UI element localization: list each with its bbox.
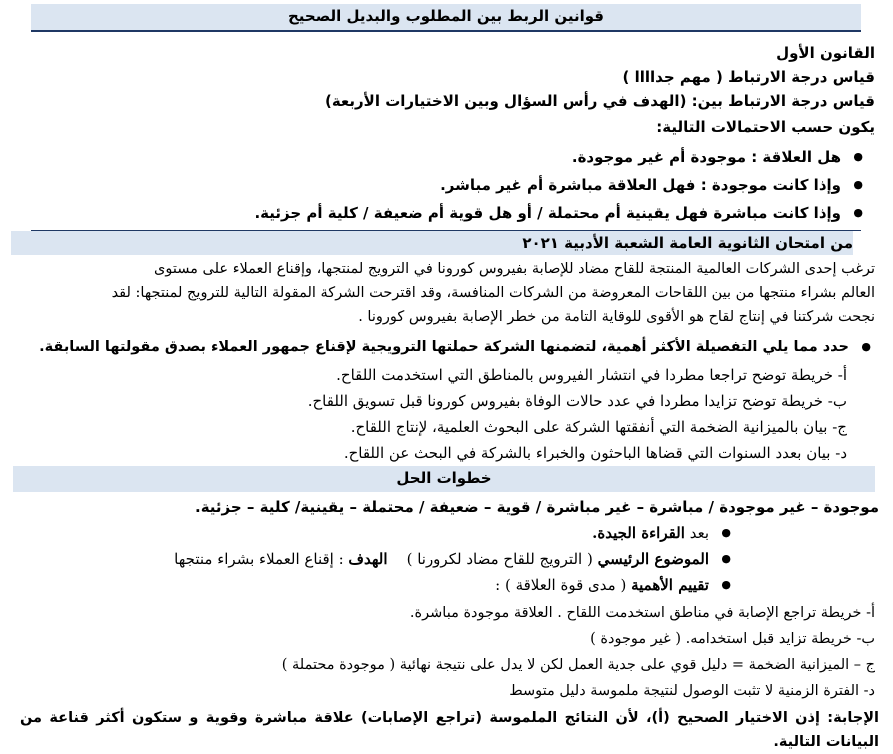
goal-value: : إقناع العملاء بشراء منتجها xyxy=(174,550,344,568)
header-rule xyxy=(31,30,861,32)
topic-value: ( الترويج للقاح مضاد لكرورنا ) xyxy=(406,550,593,568)
solution-band xyxy=(13,466,875,492)
final-answer: الإجابة: إذن الاختيار الصحيح (أ)، لأن النتائج الملموسة (تراجع الإصابات) علاقة مباشرة وقوية و ستكون أكثر قناعة من البيانات التالية. xyxy=(20,710,879,750)
rules-title: قوانين الربط بين المطلوب والبديل الصحيح xyxy=(287,7,605,25)
exam-option: ج- بيان بالميزانية الضخمة التي أنفقتها الشركة على البحوث العلمية، لإنتاج اللقاح. xyxy=(350,418,847,436)
exam-source: من امتحان الثانوية العامة الشعبة الأدبية ٢٠٢١ xyxy=(522,234,853,252)
topic-label: الموضوع الرئيسي xyxy=(597,550,709,568)
rules-header xyxy=(31,4,861,30)
goal-label: الهدف xyxy=(348,550,388,568)
exam-option: أ- خريطة توضح تراجعا مطردا في انتشار الفيروس بالمناطق التي استخدمت اللقاح. xyxy=(336,366,847,384)
exam-option: ب- خريطة توضح تزايدا مطردا في عدد حالات الوفاة بفيروس كورونا قبل تسويق اللقاح. xyxy=(307,392,847,410)
solution-title: خطوات الحل xyxy=(396,469,492,487)
step-topic xyxy=(14,548,709,570)
possibility-item: ● هل العلاقة : موجودة أم غير موجودة. xyxy=(14,146,841,168)
step-reading-bold: القراءة الجيدة. xyxy=(592,524,685,542)
passage-line: نجحت شركتنا في إنتاج لقاح هو الأقوى للوقاية التامة من خطر الإصابة بفيروس كورونا . xyxy=(358,309,875,325)
step-reading-prefix: بعد xyxy=(689,524,709,542)
possibility-item: ● وإذا كانت موجودة : فهل العلاقة مباشرة أم غير مباشر. xyxy=(14,174,841,196)
law-heading: القانون الأول xyxy=(776,44,875,62)
measure-between: قياس درجة الارتباط بين: (الهدف في رأس السؤال وبين الاختيارات الأربعة) xyxy=(324,92,875,110)
importance-value: ( مدى قوة العلاقة ) : xyxy=(495,576,627,594)
passage-line: ترغب إحدى الشركات العالمية المنتجة للقاح مضاد للإصابة بفيروس كورونا في الترويج لمنتجها، وإقناع العملاء على مستوى xyxy=(154,261,875,277)
step-importance xyxy=(14,574,709,596)
exam-source-band xyxy=(11,231,853,255)
measure-title: قياس درجة الارتباط ( مهم جداااا ) xyxy=(622,68,875,86)
possibilities-intro: يكون حسب الاحتمالات التالية: xyxy=(656,118,875,136)
evaluation-line: أ- خريطة تراجع الإصابة في مناطق استخدمت اللقاح . العلاقة موجودة مباشرة. xyxy=(409,605,875,621)
step-reading xyxy=(14,522,709,544)
passage-line: العالم بشراء منتجها من بين اللقاحات المعروضة من الشركات المنافسة، وقد اقترحت الشركة المقولة التالية للترويج لمنتجها: لقد xyxy=(111,285,875,301)
importance-label: تقييم الأهمية xyxy=(631,576,709,594)
exam-question: ● حدد مما يلي التفصيلة الأكثر أهمية، لتضمنها الشركة حملتها الترويجية لإقناع جمهور العملاء بصدق مقولتها السابقة. xyxy=(14,336,849,358)
exam-option: د- بيان بعدد السنوات التي قضاها الباحثون والخبراء بالشركة في البحث عن اللقاح. xyxy=(343,444,847,462)
possibility-item: ● وإذا كانت مباشرة فهل يقينية أم محتملة / أو هل قوية أم ضعيفة / كلية أم جزئية. xyxy=(14,202,841,224)
relation-scale: موجودة – غير موجودة / مباشرة – غير مباشرة / قوية – ضعيفة / محتملة – يقينية/ كلية – جزئية. xyxy=(195,498,879,516)
evaluation-line: ب- خريطة تزايد قبل استخدامه. ( غير موجودة ) xyxy=(590,631,875,647)
evaluation-line: د- الفترة الزمنية لا تثبت الوصول لنتيجة ملموسة دليل متوسط xyxy=(509,683,875,699)
evaluation-line: ج – الميزانية الضخمة = دليل قوي على جدية العمل لكن لا يدل على نتيجة نهائية ( موجودة محتملة ) xyxy=(281,657,875,673)
